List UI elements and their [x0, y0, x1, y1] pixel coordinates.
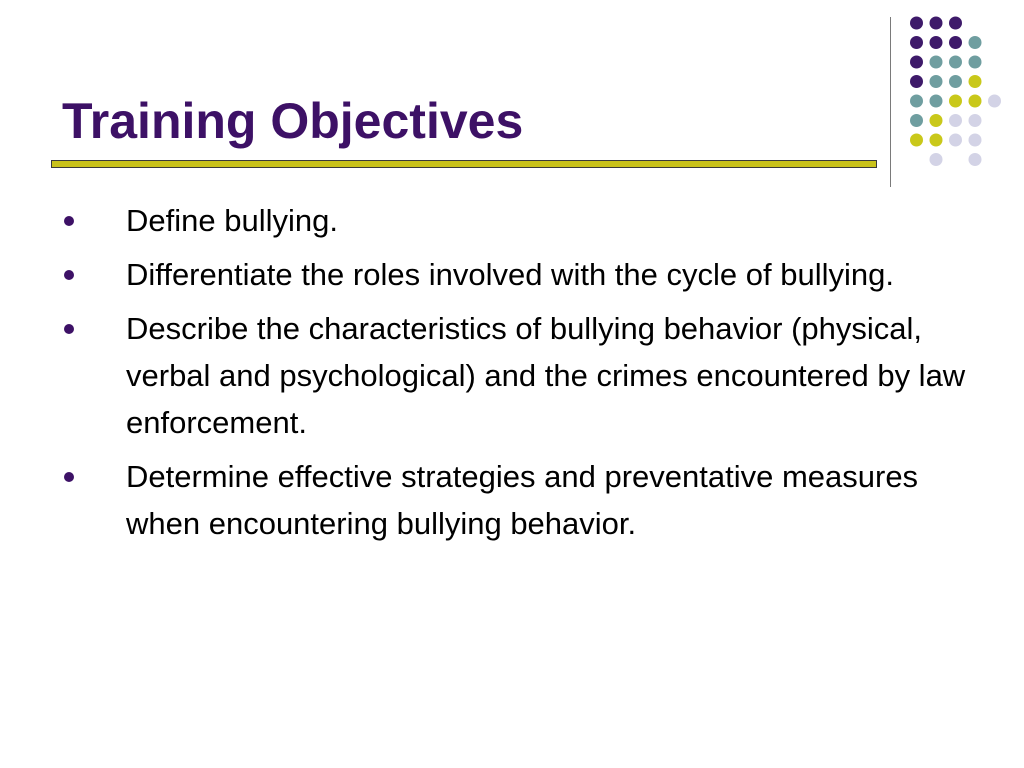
decorative-dot [910, 134, 923, 147]
bullet-text: Describe the characteristics of bullying behavior (physical, verbal and psychological) and the crimes encountered by law enforcement. [126, 311, 966, 440]
decorative-dot [949, 56, 962, 69]
decorative-dot [910, 95, 923, 108]
bullet-item [0, 453, 1024, 547]
decorative-dot [910, 17, 923, 30]
decorative-dot [930, 95, 943, 108]
bullet-dot-icon [64, 324, 74, 334]
decorative-dot [969, 36, 982, 49]
decorative-dot [949, 75, 962, 88]
decorative-dot [910, 114, 923, 127]
decorative-dot [930, 114, 943, 127]
decorative-dot [930, 36, 943, 49]
decorative-dot [930, 153, 943, 166]
decorative-dot [949, 95, 962, 108]
bullet-item [0, 251, 1024, 298]
bullet-item [0, 305, 1024, 446]
decorative-dot [949, 134, 962, 147]
bullet-dot-icon [64, 216, 74, 226]
bullet-dot-icon [64, 270, 74, 280]
bullet-dot-icon [64, 472, 74, 482]
decorative-dot [969, 56, 982, 69]
decorative-dot [969, 134, 982, 147]
decorative-dot [910, 36, 923, 49]
slide-title: Training Objectives [62, 93, 524, 149]
decorative-dot [969, 114, 982, 127]
bullet-text: Define bullying. [126, 203, 338, 238]
decorative-dot [930, 17, 943, 30]
bullet-text: Differentiate the roles involved with the cycle of bullying. [126, 257, 894, 292]
decorative-dot-grid [0, 0, 1024, 180]
decorative-dot [910, 75, 923, 88]
decorative-dot [949, 17, 962, 30]
decorative-dot [910, 56, 923, 69]
decorative-dot [969, 75, 982, 88]
decorative-dot [949, 114, 962, 127]
decorative-dot [930, 75, 943, 88]
decorative-dot [930, 134, 943, 147]
decorative-dot [930, 56, 943, 69]
decorative-dot [969, 153, 982, 166]
bullet-text: Determine effective strategies and preventative measures when encountering bullying behavior. [126, 459, 919, 541]
decorative-dot [988, 95, 1001, 108]
decorative-dot [969, 95, 982, 108]
bullet-item [0, 197, 1024, 244]
bullet-list [0, 197, 1024, 554]
decorative-dot [949, 36, 962, 49]
